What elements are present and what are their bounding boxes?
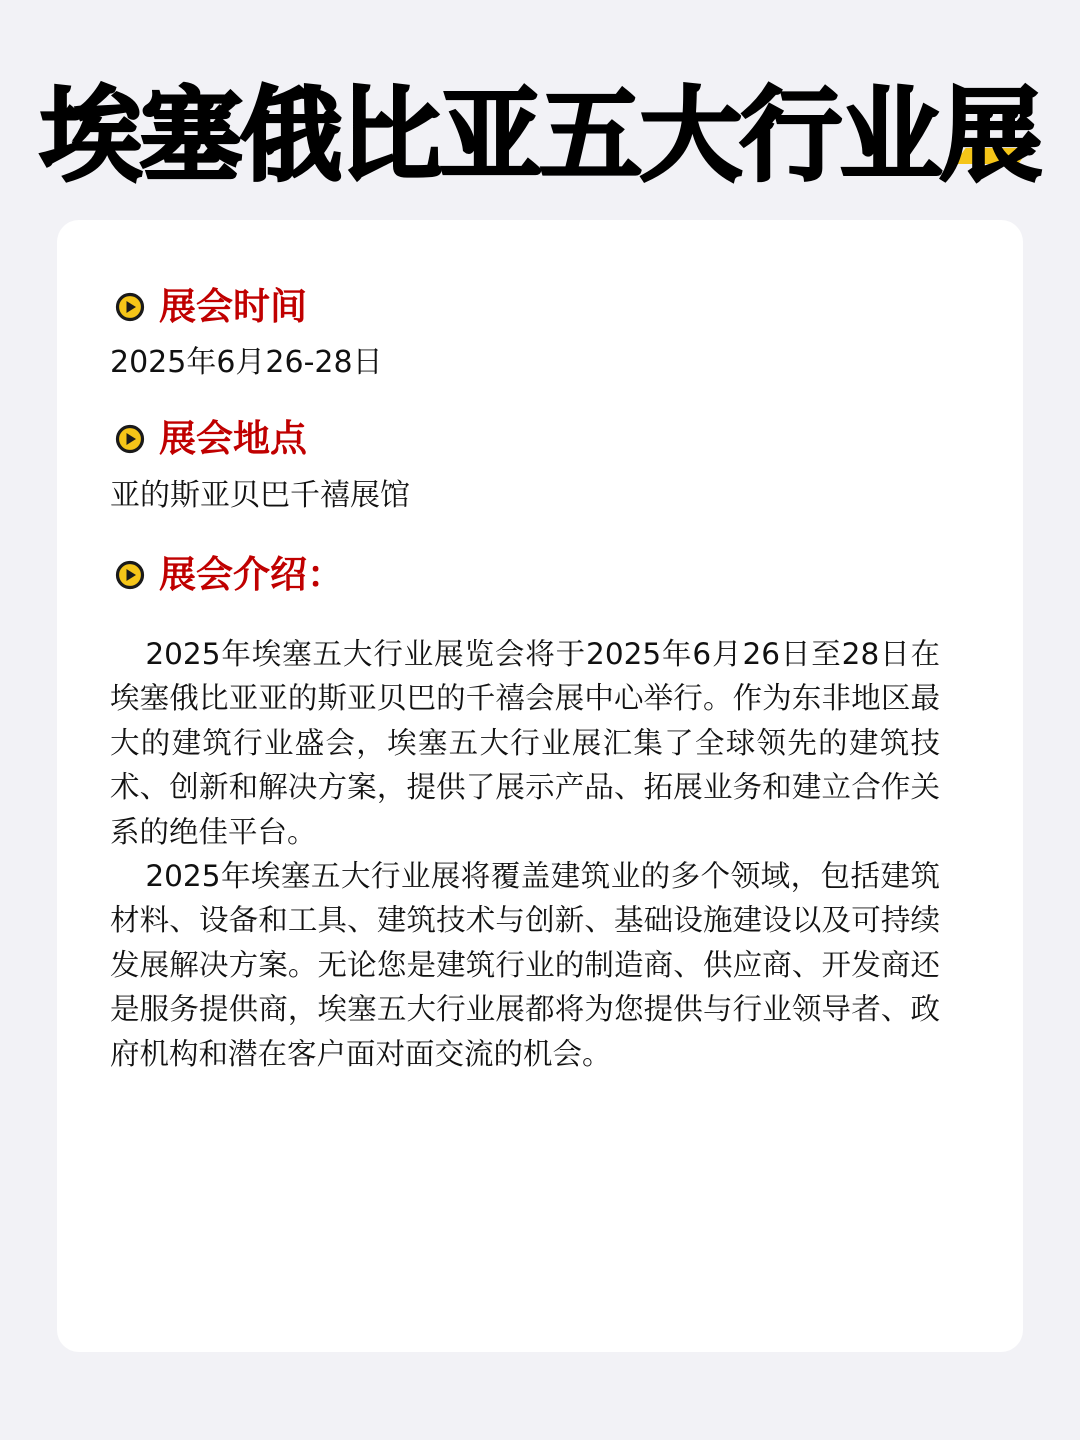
- intro-paragraph-2: 2025年埃塞五大行业展将覆盖建筑业的多个领域，包括建筑材料、设备和工具、建筑技术与创新、基础设施建设以及可持续发展解决方案。无论您是建筑行业的制造商、供应商、开发商还是服务提供商，埃塞五大行业展都将为您提供与行业领导者、政府机构和潜在客户面对面交流的机会。: [110, 859, 940, 1071]
- section-venue-title: 展会地点: [159, 417, 307, 460]
- intro-paragraph-1: 2025年埃塞五大行业展览会将于2025年6月26日至28日在埃塞俄比亚亚的斯亚贝巴的千禧会展中心举行。作为东非地区最大的建筑行业盛会，埃塞五大行业展汇集了全球领先的建筑技术、创新和解决方案，提供了展示产品、拓展业务和建立合作关系的绝佳平台。: [110, 637, 940, 849]
- section-venue-heading: [115, 414, 307, 464]
- section-venue-value: 亚的斯亚贝巴千禧展馆: [110, 478, 410, 513]
- section-intro-heading: [115, 550, 344, 600]
- play-circle-icon: [115, 560, 145, 590]
- section-intro-title: 展会介绍：: [159, 553, 344, 596]
- section-time-value: 2025年6月26-28日: [110, 345, 383, 380]
- play-circle-icon: [115, 292, 145, 322]
- section-time-title: 展会时间: [159, 285, 307, 328]
- info-card: [57, 220, 1023, 1352]
- intro-text: [110, 632, 940, 1076]
- title-area: [0, 72, 1080, 202]
- play-circle-icon: [115, 424, 145, 454]
- section-time-heading: [115, 282, 307, 332]
- page-title: 埃塞俄比亚五大行业展: [40, 77, 1040, 196]
